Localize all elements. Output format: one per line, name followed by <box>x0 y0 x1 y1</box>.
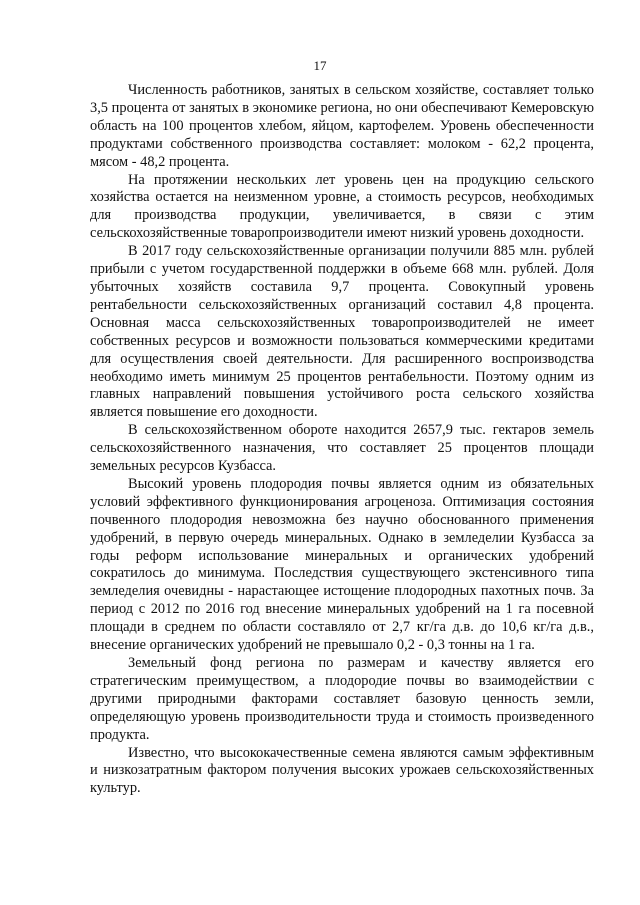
paragraph-land-fund: Земельный фонд региона по размерам и качеству является его стратегическим преимуществом, а плодородие почвы во взаимодействии с другими природными факторами составляет базовую ценность земли, определяющую уровень производительности труда и стоимость произведенного продукта. <box>90 655 594 743</box>
paragraph-land-turnover: В сельскохозяйственном обороте находится 2657,9 тыс. гектаров земель сельскохозяйственного назначения, что составляет 25 процентов площади земельных ресурсов Кузбасса. <box>90 422 594 475</box>
page-number: 17 <box>313 58 327 73</box>
paragraph-seeds: Известно, что высококачественные семена являются самым эффективным и низкозатратным фактором получения высоких урожаев сельскохозяйственных культур. <box>90 744 594 797</box>
paragraph-prices: На протяжении нескольких лет уровень цен на продукцию сельского хозяйства остается на неизменном уровне, а стоимость ресурсов, необходимых для производства продукции, увеличивается, в связи с этим сельскохозяйственные товаропроизводители имеют низкий уровень доходности. <box>90 171 594 242</box>
paragraph-workforce: Численность работников, занятых в сельском хозяйстве, составляет только 3,5 процента от занятых в экономике региона, но они обеспечивают Кемеровскую область на 100 процентов хлебом, яйцом, картофелем. Уровень обеспеченности продуктами собственного производства составляет: молоком - 62,2 процента, мясом - 48,2 процента. <box>90 82 594 170</box>
paragraph-soil-fertility: Высокий уровень плодородия почвы является одним из обязательных условий эффективного функционирования агроценоза. Оптимизация состояния почвенного плодородия невозможна без научно обоснованного применения удобрений, в первую очередь минеральных. Однако в земледелии Кузбасса за годы реформ использование минеральных и органических удобрений сократилось до минимума. Последствия существующего экстенсивного типа земледелия очевидны - нарастающее истощение плодородных пахотных почв. За период с 2012 по 2016 год внесение минеральных удобрений на 1 га посевной площади в среднем по области составляло от 2,7 кг/га д.в. до 10,6 кг/га д.в., внесение органических удобрений не превышало 0,2 - 0,3 тонны на 1 га. <box>90 475 594 654</box>
paragraph-profitability: В 2017 году сельскохозяйственные организации получили 885 млн. рублей прибыли с учетом государственной поддержки в объеме 668 млн. рублей. Доля убыточных хозяйств составила 9,7 процента. Совокупный уровень рентабельности сельскохозяйственных организаций составил 4,8 процента. Основная масса сельскохозяйственных товаропроизводителей не имеет собственных ресурсов и возможности пользоваться коммерческими кредитами для осуществления своей деятельности. Для расширенного воспроизводства необходимо иметь минимум 25 процентов рентабельности. Поэтому одним из главных направлений повышения устойчивого роста сельского хозяйства является повышение его доходности. <box>90 243 594 421</box>
document-body <box>90 82 594 798</box>
